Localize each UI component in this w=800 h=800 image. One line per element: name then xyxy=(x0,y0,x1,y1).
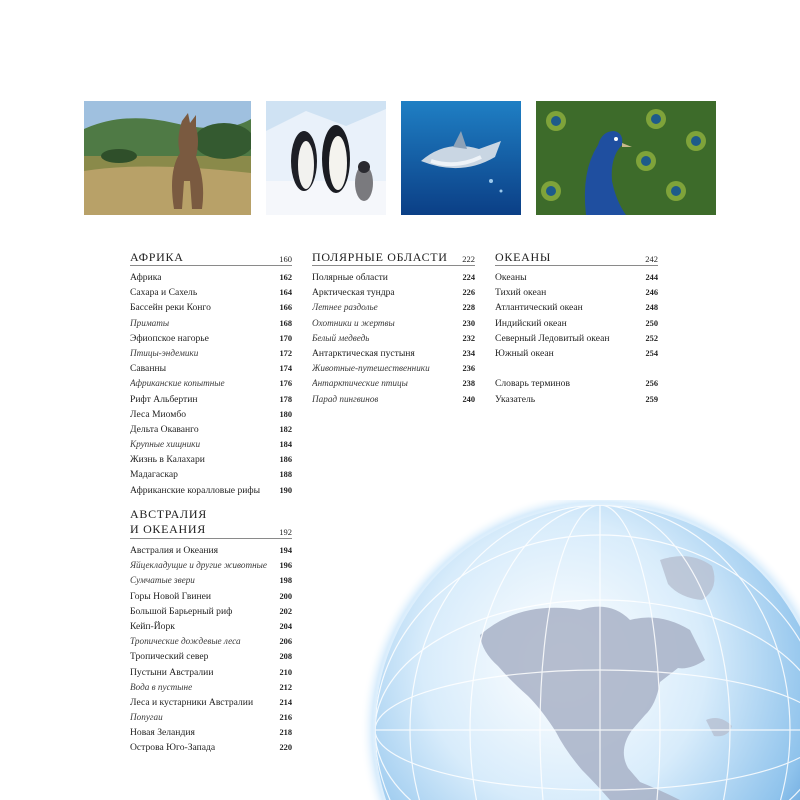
toc-entry[interactable] xyxy=(130,619,292,634)
entry-page: 174 xyxy=(279,364,292,374)
entry-page: 208 xyxy=(279,652,292,662)
entry-page: 180 xyxy=(279,409,292,419)
kangaroo-photo xyxy=(84,101,251,215)
entry-page: 259 xyxy=(645,394,658,404)
entry-page: 214 xyxy=(279,697,292,707)
section-page: 242 xyxy=(645,254,658,264)
entry-label: Эфиопское нагорье xyxy=(130,332,209,344)
toc-entry[interactable] xyxy=(130,361,292,376)
entry-label: Кейп-Йорк xyxy=(130,620,175,632)
entry-page: 188 xyxy=(279,470,292,480)
toc-entry[interactable] xyxy=(130,437,292,452)
entry-page: 164 xyxy=(279,288,292,298)
entry-label: Сахара и Сахель xyxy=(130,287,198,299)
entry-page: 168 xyxy=(279,318,292,328)
globe-illustration xyxy=(360,500,800,800)
entry-page: 228 xyxy=(462,303,475,313)
toc-section-australia xyxy=(130,507,292,756)
entry-page: 254 xyxy=(645,348,658,358)
toc-entry[interactable] xyxy=(130,589,292,604)
toc-entry[interactable] xyxy=(130,634,292,649)
toc-entry[interactable] xyxy=(130,422,292,437)
toc-entry[interactable] xyxy=(495,331,658,346)
toc-section-africa xyxy=(130,250,292,498)
section-page: 222 xyxy=(462,254,475,264)
entry-label: Саванны xyxy=(130,363,167,375)
entry-page: 172 xyxy=(279,348,292,358)
entry-page: 194 xyxy=(279,546,292,555)
entry-page: 184 xyxy=(279,440,292,450)
entry-label: Приматы xyxy=(130,317,170,328)
toc-entry[interactable] xyxy=(312,361,475,376)
entry-label: Африканские копытные xyxy=(130,378,225,389)
entry-label: Вода в пустыне xyxy=(130,681,193,692)
entry-page: 166 xyxy=(279,303,292,313)
toc-entry[interactable] xyxy=(130,285,292,300)
toc-entry[interactable] xyxy=(130,452,292,467)
shark-photo xyxy=(401,101,521,215)
toc-section-polar xyxy=(312,250,475,407)
toc-entry[interactable] xyxy=(312,270,475,285)
toc-entry[interactable] xyxy=(130,483,292,498)
entry-page: 232 xyxy=(462,333,475,343)
peacock-photo xyxy=(536,101,716,215)
entry-label: Жизнь в Калахари xyxy=(130,454,205,466)
entry-page: 186 xyxy=(279,455,292,465)
entry-label: Большой Барьерный риф xyxy=(130,605,233,617)
section-title: ПОЛЯРНЫЕ ОБЛАСТИ xyxy=(312,250,448,264)
toc-entry[interactable] xyxy=(312,285,475,300)
entry-label: Африка xyxy=(130,272,162,283)
toc-entry-glossary[interactable] xyxy=(495,376,658,391)
entry-page: 248 xyxy=(645,303,658,313)
entry-label: Африканские коралловые рифы xyxy=(130,484,261,496)
entry-label: Северный Ледовитый океан xyxy=(495,332,610,344)
entry-page: 176 xyxy=(279,379,292,389)
toc-entry[interactable] xyxy=(130,649,292,664)
section-title: ОКЕАНЫ xyxy=(495,250,551,264)
entry-page: 234 xyxy=(462,348,475,358)
entry-page: 204 xyxy=(279,621,292,631)
toc-entry[interactable] xyxy=(495,346,658,361)
entry-label: Антарктическая пустыня xyxy=(312,347,415,359)
entry-page: 216 xyxy=(279,713,292,723)
entry-page: 210 xyxy=(279,667,292,677)
entry-page: 244 xyxy=(645,273,658,282)
entry-label: Новая Зеландия xyxy=(130,727,195,739)
entry-label: Тропические дождевые леса xyxy=(130,636,241,647)
entry-page: 162 xyxy=(279,273,292,282)
entry-page: 240 xyxy=(462,394,475,404)
toc-entry[interactable] xyxy=(130,331,292,346)
entry-label: Австралия и Океания xyxy=(130,545,219,556)
entry-label: Тропический север xyxy=(130,651,209,663)
entry-page: 198 xyxy=(279,576,292,586)
entry-label: Арктическая тундра xyxy=(312,287,395,299)
section-title-line2: И ОКЕАНИЯ xyxy=(130,522,206,536)
toc-entry[interactable] xyxy=(130,346,292,361)
toc-entry[interactable] xyxy=(495,285,658,300)
entry-label: Животные-путешественники xyxy=(312,363,430,374)
toc-entry[interactable] xyxy=(130,558,292,573)
entry-label: Тихий океан xyxy=(495,287,547,299)
toc-entry[interactable] xyxy=(130,680,292,695)
toc-section-oceans xyxy=(495,250,658,407)
entry-page: 190 xyxy=(279,485,292,495)
entry-page: 226 xyxy=(462,288,475,298)
entry-page: 196 xyxy=(279,561,292,571)
entry-page: 218 xyxy=(279,728,292,738)
entry-label: Острова Юго-Запада xyxy=(130,742,216,754)
entry-page: 220 xyxy=(279,743,292,753)
entry-label: Парад пингвинов xyxy=(312,393,379,404)
entry-page: 206 xyxy=(279,637,292,647)
entry-page: 178 xyxy=(279,394,292,404)
entry-label: Охотники и жертвы xyxy=(312,317,395,328)
entry-page: 238 xyxy=(462,379,475,389)
toc-entry[interactable] xyxy=(130,710,292,725)
entry-label: Попугаи xyxy=(130,712,163,723)
toc-entry[interactable] xyxy=(312,392,475,407)
toc-entry[interactable] xyxy=(312,300,475,315)
section-header xyxy=(495,250,658,266)
entry-label: Сумчатые звери xyxy=(130,575,195,586)
entry-label: Антарктические птицы xyxy=(312,378,408,389)
toc-entry[interactable] xyxy=(130,695,292,710)
toc-entry[interactable] xyxy=(495,270,658,285)
toc-entry[interactable] xyxy=(130,270,292,285)
entry-label: Океаны xyxy=(495,272,527,283)
entry-label: Мадагаскар xyxy=(130,469,178,481)
toc-entry-index[interactable] xyxy=(495,392,658,407)
entry-label: Полярные области xyxy=(312,272,388,283)
entry-label: Леса и кустарники Австралии xyxy=(130,696,254,708)
entry-label: Леса Миомбо xyxy=(130,408,186,420)
entry-page: 224 xyxy=(462,273,475,282)
toc-entry[interactable] xyxy=(130,407,292,422)
entry-label: Словарь терминов xyxy=(495,378,570,390)
entry-page: 236 xyxy=(462,364,475,374)
entry-label: Пустыни Австралии xyxy=(130,666,214,678)
section-page: 192 xyxy=(279,527,292,537)
entry-page: 250 xyxy=(645,318,658,328)
entry-label: Птицы-эндемики xyxy=(130,347,199,358)
entry-label: Бассейн реки Конго xyxy=(130,302,211,314)
entry-page: 170 xyxy=(279,333,292,343)
entry-label: Указатель xyxy=(495,393,536,405)
entry-page: 246 xyxy=(645,288,658,298)
entry-label: Рифт Альбертин xyxy=(130,393,198,405)
entry-label: Яйцекладущие и другие животные xyxy=(130,560,267,571)
entry-label: Летнее раздолье xyxy=(312,302,378,313)
toc-entry[interactable] xyxy=(130,376,292,391)
entry-label: Крупные хищники xyxy=(130,439,201,450)
toc-entry[interactable] xyxy=(312,316,475,331)
toc-entry[interactable] xyxy=(130,467,292,482)
toc-entry[interactable] xyxy=(130,740,292,755)
entry-label: Индийский океан xyxy=(495,317,567,329)
section-header xyxy=(312,250,475,266)
section-header xyxy=(130,250,292,266)
toc-entry[interactable] xyxy=(130,300,292,315)
entry-label: Белый медведь xyxy=(312,332,370,343)
toc-entry[interactable] xyxy=(130,573,292,588)
entry-page: 182 xyxy=(279,424,292,434)
section-title-line1: АВСТРАЛИЯ xyxy=(130,507,207,521)
spacer xyxy=(495,361,658,376)
toc-entry[interactable] xyxy=(312,346,475,361)
penguins-photo xyxy=(266,101,386,215)
toc-entry[interactable] xyxy=(130,392,292,407)
entry-label: Дельта Окаванго xyxy=(130,423,199,435)
entry-label: Атлантический океан xyxy=(495,302,583,314)
entry-page: 200 xyxy=(279,591,292,601)
entry-label: Горы Новой Гвинеи xyxy=(130,590,212,602)
toc-entry[interactable] xyxy=(495,316,658,331)
section-title: АФРИКА xyxy=(130,250,184,264)
toc-entry[interactable] xyxy=(495,300,658,315)
toc-entry[interactable] xyxy=(130,316,292,331)
toc-entry[interactable] xyxy=(130,665,292,680)
toc-entry[interactable] xyxy=(130,725,292,740)
entry-page: 252 xyxy=(645,333,658,343)
toc-entry[interactable] xyxy=(130,543,292,558)
entry-page: 212 xyxy=(279,682,292,692)
toc-entry[interactable] xyxy=(130,604,292,619)
toc-entry[interactable] xyxy=(312,331,475,346)
entry-page: 230 xyxy=(462,318,475,328)
section-title xyxy=(130,507,207,537)
section-header xyxy=(130,507,292,539)
entry-page: 256 xyxy=(645,379,658,389)
section-page: 160 xyxy=(279,254,292,264)
entry-label: Южный океан xyxy=(495,347,554,359)
entry-page: 202 xyxy=(279,606,292,616)
toc-entry[interactable] xyxy=(312,376,475,391)
